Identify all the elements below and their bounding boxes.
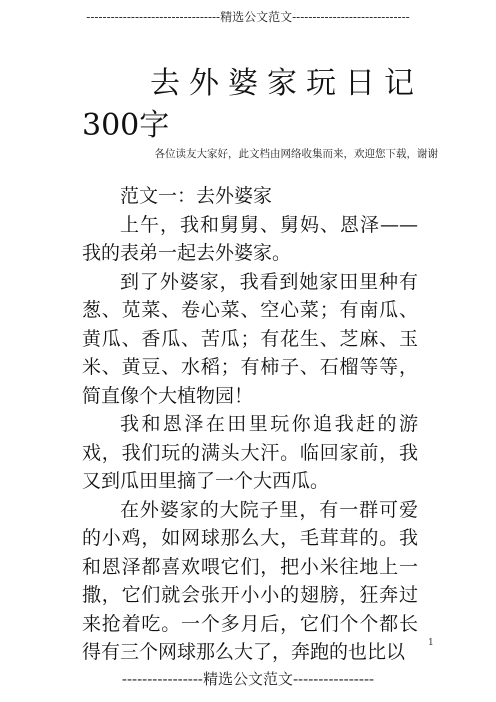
paragraph: 上午，我和舅舅、舅妈、恩泽——我的表弟一起去外婆家。: [82, 213, 418, 264]
paragraph: 在外婆家的大院子里，有一群可爱的小鸡，如网球那么大，毛茸茸的。我和恩泽都喜欢喂它们，把小米往地上一撒，它们就会张开小小的翅膀，狂奔过来抢着吃。一个多月后，它们个个都长得有三个网球那么大了，奔跑的也比以: [82, 498, 418, 663]
page-footer: ----------------精选公文范文----------------: [121, 670, 375, 688]
article-heading: 范文一：去外婆家: [120, 185, 273, 207]
download-note: 各位读友大家好，此文档由网络收集而来，欢迎您下载，谢谢: [154, 148, 438, 160]
document-title: 去外婆家玩日记: [150, 66, 423, 101]
page-number: 1: [428, 638, 434, 648]
document-title-continued: 300字: [82, 108, 170, 143]
article-body: [82, 182, 418, 667]
page-header: ---------------------------------精选公文范文-----------------------------: [86, 10, 410, 24]
paragraph: 到了外婆家，我看到她家田里种有葱、苋菜、卷心菜、空心菜；有南瓜、黄瓜、香瓜、苦瓜；有花生、芝麻、玉米、黄豆、水稻；有柿子、石榴等等，简直像个大植物园！: [82, 270, 418, 407]
paragraph: 我和恩泽在田里玩你追我赶的游戏，我们玩的满头大汗。临回家前，我又到瓜田里摘了一个大西瓜。: [82, 413, 418, 492]
